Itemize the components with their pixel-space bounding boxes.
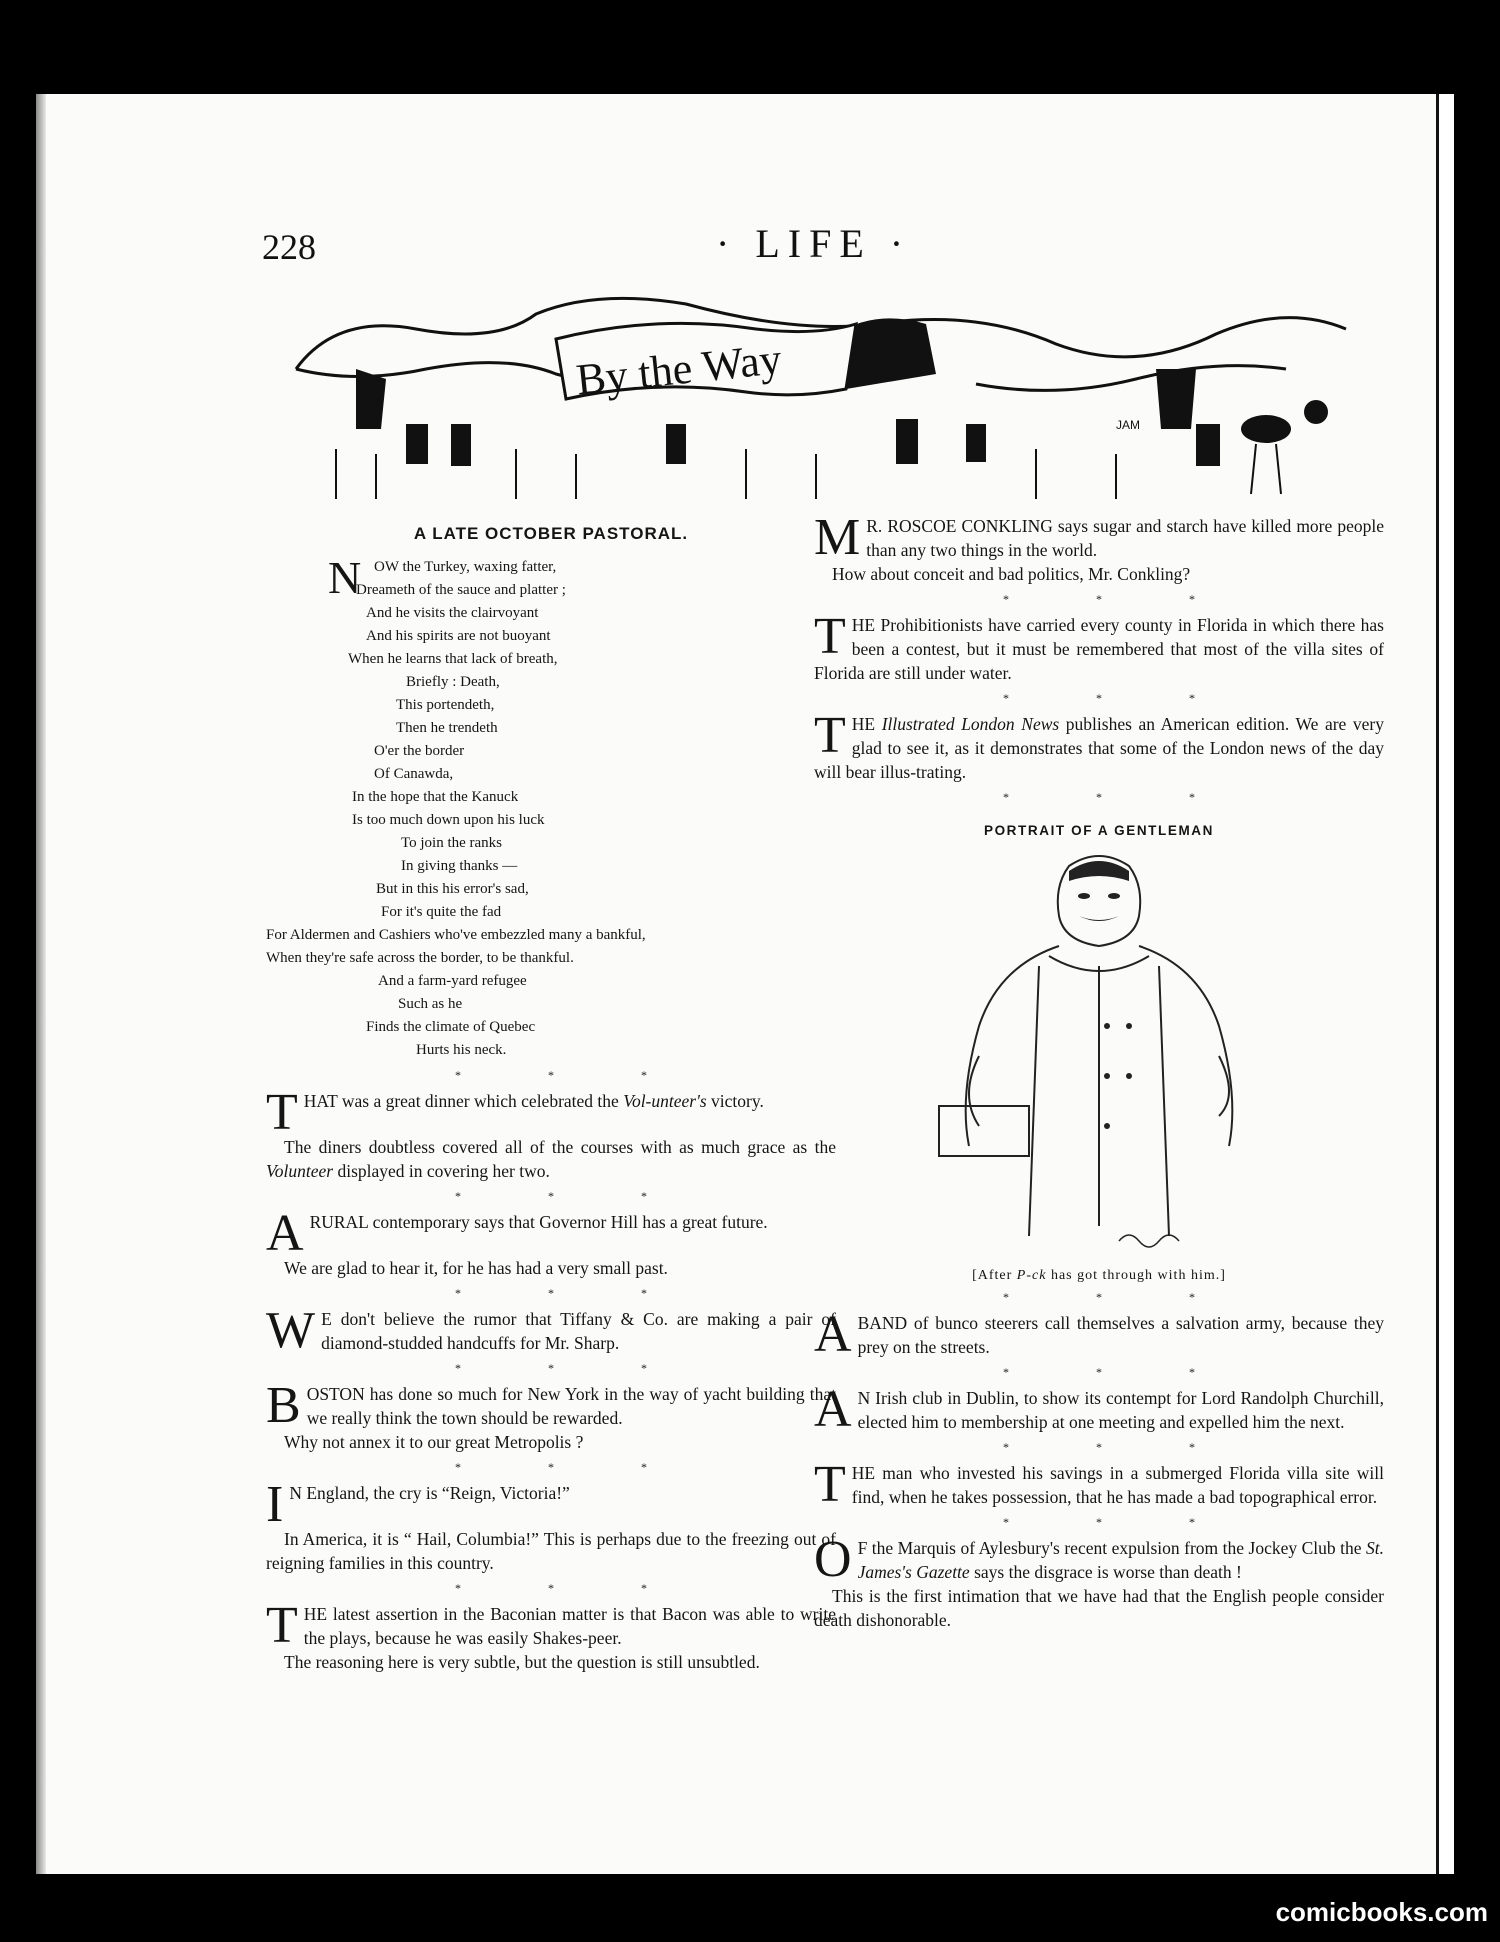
section-divider-stars: * * * [455, 1361, 689, 1375]
section-divider-stars: * * * [1003, 1365, 1237, 1379]
paragraph [814, 1531, 1384, 1632]
section-divider-stars: * * * [455, 1581, 689, 1595]
poem-line: O'er the border [374, 743, 465, 759]
paragraph-italic: Volunteer [266, 1161, 334, 1181]
paragraph-italic: St. James's Gazette [857, 1538, 1384, 1582]
poem-title: A LATE OCTOBER PASTORAL. [413, 524, 689, 543]
poem-body [266, 552, 836, 1062]
paragraph-lead: HE latest assertion in the Baconian matter is that Bacon was able to write the plays, because he was easily Shakes-peer. [303, 1604, 836, 1648]
paragraph [266, 1377, 836, 1454]
paragraph-second: Why not annex it to our great Metropolis ? [284, 1432, 584, 1452]
paragraph [814, 1456, 1384, 1513]
left-paragraphs [266, 1068, 836, 1674]
section-divider-stars: * * * [1003, 790, 1237, 804]
paragraph-lead: OSTON has done so much for New York in the way of yacht building that we really think the town should be rewarded. [306, 1384, 836, 1428]
caption-post: has got through with him.] [1046, 1268, 1226, 1283]
drop-cap: O [814, 1531, 852, 1588]
drop-cap: B [266, 1377, 301, 1434]
paragraph-lead: E don't believe the rumor that Tiffany & Co. are making a pair of diamond-studded handcuffs for Mr. Sharp. [321, 1309, 836, 1353]
paragraph [814, 1306, 1384, 1363]
poem-line: In the hope that the Kanuck [352, 789, 519, 805]
drop-cap: A [814, 1306, 852, 1363]
paragraph-italic: Vol-unteer's [623, 1091, 707, 1111]
poem-line: For Aldermen and Cashiers who've embezzled many a bankful, [266, 927, 646, 943]
paragraph-lead: HE [851, 714, 882, 734]
poem-line: Briefly : Death, [406, 674, 500, 690]
poem-line: And a farm-yard refugee [378, 973, 527, 989]
paragraph [814, 509, 1384, 586]
section-divider-stars: * * * [1003, 1515, 1237, 1529]
drop-cap: A [814, 1381, 852, 1438]
magazine-page [36, 94, 1454, 1874]
poem-line: This portendeth, [396, 697, 495, 713]
paragraph-second: We are glad to hear it, for he has had a very small past. [284, 1258, 668, 1278]
poem-line: And he visits the clairvoyant [366, 605, 539, 621]
poem-line: Of Canawda, [374, 766, 454, 782]
drop-cap: T [814, 1456, 846, 1513]
paragraph-lead: F the Marquis of Aylesbury's recent expulsion from the Jockey Club the [857, 1538, 1366, 1558]
page-gutter [1436, 94, 1454, 1874]
drop-cap: I [266, 1476, 284, 1533]
paragraph [814, 707, 1384, 784]
paragraph-italic: Illustrated London News [881, 714, 1060, 734]
paragraph-lead: HE Prohibitionists have carried every county in Florida in which there has been a contest, but it must be remembered that most of the villa sites of Florida are still under water. [814, 615, 1384, 683]
portrait-illustration [929, 846, 1269, 1266]
poem-line: But in this his error's sad, [376, 881, 529, 897]
poem-line: Dreameth of the sauce and platter ; [356, 582, 566, 598]
right-paragraphs-top [814, 509, 1384, 805]
section-divider-stars: * * * [455, 1068, 689, 1082]
poem-line: N OW the Turkey, waxing fatter, [328, 552, 557, 603]
paragraph-tail: victory. [706, 1091, 764, 1111]
drop-cap: T [266, 1084, 298, 1141]
drop-cap: T [814, 707, 846, 764]
poem-line: Then he trendeth [396, 720, 498, 736]
caption-italic: P-ck [1016, 1268, 1047, 1283]
section-divider-stars: * * * [1003, 1440, 1237, 1454]
paragraph-second: In America, it is “ Hail, Columbia!” This is perhaps due to the freezing out of reigning families in this country. [266, 1529, 836, 1573]
paragraph-lead: N England, the cry is “Reign, Victoria!” [289, 1483, 570, 1503]
paragraph-tail: displayed in covering her two. [333, 1161, 550, 1181]
paragraph [266, 1302, 836, 1359]
paragraph-tail: publishes an American edition. We are very glad to see it, as it demonstrates that some of the London news of the day will bear illus-trating. [814, 714, 1384, 782]
paragraph-lead: HE man who invested his savings in a submerged Florida villa site will find, when he takes possession, that he has made a bad topographical error. [851, 1463, 1384, 1507]
drop-cap: M [814, 509, 861, 566]
section-divider-stars: * * * [455, 1286, 689, 1300]
drop-cap: W [266, 1302, 316, 1359]
paragraph-lead: N Irish club in Dublin, to show its contempt for Lord Randolph Churchill, elected him to membership at one meeting and expelled him the next. [857, 1388, 1384, 1432]
paragraph [266, 1597, 836, 1674]
section-divider-stars: * * * [1003, 691, 1237, 705]
poem-line: When they're safe across the border, to be thankful. [266, 950, 574, 966]
section-divider-stars: * * * [1003, 592, 1237, 606]
section-divider-stars: * * * [455, 1189, 689, 1203]
paragraph-lead: R. ROSCOE CONKLING says sugar and starch have killed more people than any two things in the world. [866, 516, 1384, 560]
paragraph-lead: BAND of bunco steerers call themselves a salvation army, because they prey on the streets. [857, 1313, 1384, 1357]
paragraph-second: This is the first intimation that we have had that the English people consider death dishonorable. [814, 1586, 1384, 1630]
section-divider-stars: * * * [455, 1460, 689, 1474]
paragraph [814, 1381, 1384, 1438]
poem-line: And his spirits are not buoyant [366, 628, 551, 644]
poem-line: For it's quite the fad [381, 904, 502, 920]
right-paragraphs-bottom [814, 1290, 1384, 1632]
portrait-title: PORTRAIT OF A GENTLEMAN [983, 823, 1215, 838]
section-divider-stars: * * * [1003, 1290, 1237, 1304]
poem-line: Hurts his neck. [416, 1042, 507, 1058]
paragraph-second: The diners doubtless covered all of the courses with as much grace as the [284, 1137, 836, 1157]
poem-line: Such as he [398, 996, 463, 1012]
by-the-way-banner-illustration [276, 274, 1366, 509]
drop-cap: T [266, 1597, 298, 1654]
poem-line: Finds the climate of Quebec [366, 1019, 536, 1035]
drop-cap: T [814, 608, 846, 665]
paragraph [266, 1205, 836, 1280]
artist-signature: JAM [1116, 418, 1140, 432]
site-watermark: comicbooks.com [1275, 1897, 1488, 1927]
left-column [266, 514, 836, 1674]
poem-line: To join the ranks [401, 835, 503, 851]
paragraph-lead: HAT was a great dinner which celebrated the [303, 1091, 624, 1111]
right-column [814, 509, 1384, 1632]
paragraph-lead: RURAL contemporary says that Governor Hill has a great future. [309, 1212, 768, 1232]
masthead-title: · LIFE · [716, 221, 912, 266]
paragraph-tail: says the disgrace is worse than death ! [969, 1562, 1242, 1582]
caption-pre: [After [972, 1268, 1017, 1283]
paragraph-second: How about conceit and bad politics, Mr. Conkling? [832, 564, 1191, 584]
poem-line: Is too much down upon his luck [352, 812, 545, 828]
page-binding-edge [36, 94, 46, 1874]
page-number: 228 [262, 227, 316, 267]
portrait-caption [814, 1268, 1384, 1284]
paragraph [814, 608, 1384, 685]
paragraph [266, 1084, 836, 1183]
paragraph-second: The reasoning here is very subtle, but the question is still unsubtled. [284, 1652, 760, 1672]
paragraph [266, 1476, 836, 1575]
banner-lettering: By the Way [573, 334, 784, 405]
poem-line: In giving thanks — [401, 858, 518, 874]
poem-line: When he learns that lack of breath, [348, 651, 558, 667]
drop-cap: A [266, 1205, 304, 1262]
